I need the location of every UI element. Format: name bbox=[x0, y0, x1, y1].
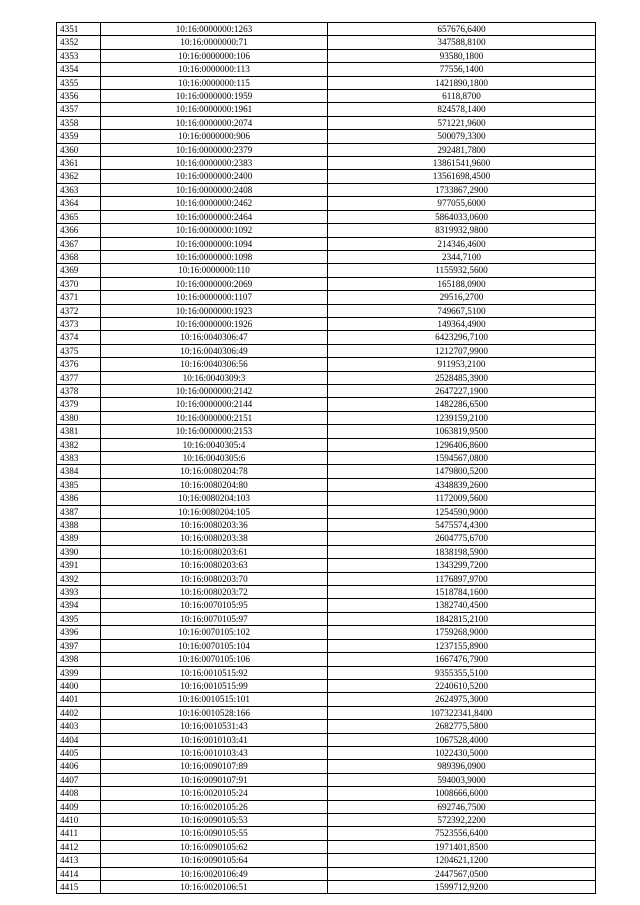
table-row bbox=[57, 76, 596, 89]
cadastral-number-cell: 10:16:0020106:49 bbox=[101, 867, 328, 880]
table-row bbox=[57, 881, 596, 894]
row-number-cell: 4406 bbox=[57, 760, 101, 773]
row-number-cell: 4353 bbox=[57, 49, 101, 62]
value-cell: 2344,7100 bbox=[328, 250, 596, 263]
table-row bbox=[57, 90, 596, 103]
table-row bbox=[57, 438, 596, 451]
table-row bbox=[57, 371, 596, 384]
value-cell: 165188,0900 bbox=[328, 277, 596, 290]
value-cell: 1479800,5200 bbox=[328, 465, 596, 478]
cadastral-number-cell: 10:16:0000000:2383 bbox=[101, 157, 328, 170]
table-row bbox=[57, 331, 596, 344]
table-row bbox=[57, 532, 596, 545]
value-cell: 1296406,8600 bbox=[328, 438, 596, 451]
value-cell: 1599712,9200 bbox=[328, 881, 596, 894]
value-cell: 1667476,7900 bbox=[328, 653, 596, 666]
value-cell: 1382740,4500 bbox=[328, 599, 596, 612]
row-number-cell: 4363 bbox=[57, 183, 101, 196]
value-cell: 292481,7800 bbox=[328, 143, 596, 156]
table-row bbox=[57, 425, 596, 438]
row-number-cell: 4412 bbox=[57, 840, 101, 853]
cadastral-number-cell: 10:16:0080203:72 bbox=[101, 586, 328, 599]
table-row bbox=[57, 586, 596, 599]
table-row bbox=[57, 559, 596, 572]
cadastral-number-cell: 10:16:0000000:1107 bbox=[101, 291, 328, 304]
table-row bbox=[57, 358, 596, 371]
cadastral-number-cell: 10:16:0080204:78 bbox=[101, 465, 328, 478]
table-row bbox=[57, 384, 596, 397]
row-number-cell: 4388 bbox=[57, 519, 101, 532]
row-number-cell: 4359 bbox=[57, 130, 101, 143]
table-row bbox=[57, 304, 596, 317]
value-cell: 594003,9000 bbox=[328, 773, 596, 786]
value-cell: 2682775,5800 bbox=[328, 720, 596, 733]
cadastral-number-cell: 10:16:0000000:2074 bbox=[101, 116, 328, 129]
row-number-cell: 4361 bbox=[57, 157, 101, 170]
value-cell: 1155932,5600 bbox=[328, 264, 596, 277]
cadastral-number-cell: 10:16:0040306:49 bbox=[101, 344, 328, 357]
row-number-cell: 4378 bbox=[57, 384, 101, 397]
table-row bbox=[57, 452, 596, 465]
cadastral-number-cell: 10:16:0000000:2464 bbox=[101, 210, 328, 223]
cadastral-number-cell: 10:16:0090105:62 bbox=[101, 840, 328, 853]
value-cell: 2624975,3000 bbox=[328, 693, 596, 706]
cadastral-number-cell: 10:16:0070105:95 bbox=[101, 599, 328, 612]
table-row bbox=[57, 854, 596, 867]
cadastral-number-cell: 10:16:0020106:51 bbox=[101, 881, 328, 894]
value-cell: 1594567,0800 bbox=[328, 452, 596, 465]
table-row bbox=[57, 679, 596, 692]
table-row bbox=[57, 291, 596, 304]
cadastral-number-cell: 10:16:0080203:38 bbox=[101, 532, 328, 545]
value-cell: 2528485,3900 bbox=[328, 371, 596, 384]
table-row bbox=[57, 666, 596, 679]
row-number-cell: 4393 bbox=[57, 586, 101, 599]
value-cell: 1518784,1600 bbox=[328, 586, 596, 599]
cadastral-number-cell: 10:16:0040305:6 bbox=[101, 452, 328, 465]
cadastral-number-cell: 10:16:0000000:2142 bbox=[101, 384, 328, 397]
cadastral-number-cell: 10:16:0010515:101 bbox=[101, 693, 328, 706]
cadastral-number-cell: 10:16:0000000:1098 bbox=[101, 250, 328, 263]
cadastral-number-cell: 10:16:0080203:36 bbox=[101, 519, 328, 532]
cadastral-number-cell: 10:16:0080204:103 bbox=[101, 492, 328, 505]
row-number-cell: 4365 bbox=[57, 210, 101, 223]
row-number-cell: 4383 bbox=[57, 452, 101, 465]
row-number-cell: 4384 bbox=[57, 465, 101, 478]
table-row bbox=[57, 800, 596, 813]
table-row bbox=[57, 63, 596, 76]
value-cell: 749667,5100 bbox=[328, 304, 596, 317]
table-row bbox=[57, 746, 596, 759]
row-number-cell: 4408 bbox=[57, 787, 101, 800]
table-row bbox=[57, 465, 596, 478]
value-cell: 29516,2700 bbox=[328, 291, 596, 304]
value-cell: 1838198,5900 bbox=[328, 545, 596, 558]
row-number-cell: 4380 bbox=[57, 411, 101, 424]
cadastral-number-cell: 10:16:0010103:41 bbox=[101, 733, 328, 746]
cadastral-number-cell: 10:16:0090105:55 bbox=[101, 827, 328, 840]
row-number-cell: 4382 bbox=[57, 438, 101, 451]
row-number-cell: 4357 bbox=[57, 103, 101, 116]
row-number-cell: 4404 bbox=[57, 733, 101, 746]
table-row bbox=[57, 867, 596, 880]
row-number-cell: 4410 bbox=[57, 813, 101, 826]
cadastral-number-cell: 10:16:0000000:1092 bbox=[101, 224, 328, 237]
row-number-cell: 4352 bbox=[57, 36, 101, 49]
table-row bbox=[57, 813, 596, 826]
cadastral-number-cell: 10:16:0000000:1926 bbox=[101, 317, 328, 330]
table-row bbox=[57, 626, 596, 639]
cadastral-number-cell: 10:16:0070105:97 bbox=[101, 612, 328, 625]
row-number-cell: 4360 bbox=[57, 143, 101, 156]
value-cell: 93580,1800 bbox=[328, 49, 596, 62]
value-cell: 9355355,5100 bbox=[328, 666, 596, 679]
row-number-cell: 4386 bbox=[57, 492, 101, 505]
table-row bbox=[57, 733, 596, 746]
row-number-cell: 4371 bbox=[57, 291, 101, 304]
value-cell: 6423296,7100 bbox=[328, 331, 596, 344]
value-cell: 107322341,8400 bbox=[328, 706, 596, 719]
cadastral-number-cell: 10:16:0000000:2400 bbox=[101, 170, 328, 183]
row-number-cell: 4407 bbox=[57, 773, 101, 786]
table-row bbox=[57, 545, 596, 558]
table-row bbox=[57, 197, 596, 210]
row-number-cell: 4394 bbox=[57, 599, 101, 612]
value-cell: 1343299,7200 bbox=[328, 559, 596, 572]
row-number-cell: 4367 bbox=[57, 237, 101, 250]
cadastral-number-cell: 10:16:0080204:105 bbox=[101, 505, 328, 518]
row-number-cell: 4401 bbox=[57, 693, 101, 706]
row-number-cell: 4415 bbox=[57, 881, 101, 894]
value-cell: 1759268,9000 bbox=[328, 626, 596, 639]
table-row bbox=[57, 492, 596, 505]
table-row bbox=[57, 277, 596, 290]
cadastral-number-cell: 10:16:0090107:91 bbox=[101, 773, 328, 786]
table-row bbox=[57, 840, 596, 853]
value-cell: 214346,4600 bbox=[328, 237, 596, 250]
value-cell: 2447567,0500 bbox=[328, 867, 596, 880]
value-cell: 1067528,4000 bbox=[328, 733, 596, 746]
table-row bbox=[57, 130, 596, 143]
table-row bbox=[57, 157, 596, 170]
table-row bbox=[57, 760, 596, 773]
row-number-cell: 4396 bbox=[57, 626, 101, 639]
value-cell: 571221,9600 bbox=[328, 116, 596, 129]
cadastral-number-cell: 10:16:0010528:166 bbox=[101, 706, 328, 719]
cadastral-number-cell: 10:16:0080203:61 bbox=[101, 545, 328, 558]
row-number-cell: 4381 bbox=[57, 425, 101, 438]
value-cell: 1971401,8500 bbox=[328, 840, 596, 853]
row-number-cell: 4354 bbox=[57, 63, 101, 76]
cadastral-number-cell: 10:16:0000000:1959 bbox=[101, 90, 328, 103]
value-cell: 1022430,5000 bbox=[328, 746, 596, 759]
table-row bbox=[57, 706, 596, 719]
cadastral-number-cell: 10:16:0020105:26 bbox=[101, 800, 328, 813]
value-cell: 911953,2100 bbox=[328, 358, 596, 371]
table-row bbox=[57, 572, 596, 585]
row-number-cell: 4355 bbox=[57, 76, 101, 89]
cadastral-number-cell: 10:16:0000000:1263 bbox=[101, 23, 328, 36]
row-number-cell: 4376 bbox=[57, 358, 101, 371]
table-row bbox=[57, 505, 596, 518]
row-number-cell: 4374 bbox=[57, 331, 101, 344]
value-cell: 1008666,6000 bbox=[328, 787, 596, 800]
table-row bbox=[57, 317, 596, 330]
cadastral-number-cell: 10:16:0000000:2408 bbox=[101, 183, 328, 196]
value-cell: 1254590,9000 bbox=[328, 505, 596, 518]
value-cell: 1172009,5600 bbox=[328, 492, 596, 505]
cadastral-number-cell: 10:16:0070105:104 bbox=[101, 639, 328, 652]
row-number-cell: 4391 bbox=[57, 559, 101, 572]
row-number-cell: 4362 bbox=[57, 170, 101, 183]
value-cell: 2647227,1900 bbox=[328, 384, 596, 397]
table-row bbox=[57, 103, 596, 116]
row-number-cell: 4414 bbox=[57, 867, 101, 880]
cadastral-number-cell: 10:16:0000000:71 bbox=[101, 36, 328, 49]
data-table bbox=[56, 22, 596, 894]
table-row bbox=[57, 612, 596, 625]
cadastral-number-cell: 10:16:0000000:906 bbox=[101, 130, 328, 143]
row-number-cell: 4375 bbox=[57, 344, 101, 357]
table-row bbox=[57, 478, 596, 491]
cadastral-number-cell: 10:16:0040305:4 bbox=[101, 438, 328, 451]
cadastral-number-cell: 10:16:0000000:113 bbox=[101, 63, 328, 76]
row-number-cell: 4358 bbox=[57, 116, 101, 129]
table-row bbox=[57, 827, 596, 840]
value-cell: 8319932,9800 bbox=[328, 224, 596, 237]
row-number-cell: 4400 bbox=[57, 679, 101, 692]
table-row bbox=[57, 773, 596, 786]
table-row bbox=[57, 36, 596, 49]
value-cell: 1212707,9900 bbox=[328, 344, 596, 357]
value-cell: 1239159,2100 bbox=[328, 411, 596, 424]
value-cell: 1421890,1800 bbox=[328, 76, 596, 89]
row-number-cell: 4409 bbox=[57, 800, 101, 813]
value-cell: 1482286,6500 bbox=[328, 398, 596, 411]
value-cell: 149364,4900 bbox=[328, 317, 596, 330]
value-cell: 347588,8100 bbox=[328, 36, 596, 49]
row-number-cell: 4351 bbox=[57, 23, 101, 36]
cadastral-number-cell: 10:16:0080204:80 bbox=[101, 478, 328, 491]
table-row bbox=[57, 116, 596, 129]
row-number-cell: 4387 bbox=[57, 505, 101, 518]
cadastral-number-cell: 10:16:0040306:56 bbox=[101, 358, 328, 371]
value-cell: 824578,1400 bbox=[328, 103, 596, 116]
row-number-cell: 4395 bbox=[57, 612, 101, 625]
value-cell: 500079,3300 bbox=[328, 130, 596, 143]
cadastral-number-cell: 10:16:0000000:2379 bbox=[101, 143, 328, 156]
value-cell: 1063819,9500 bbox=[328, 425, 596, 438]
value-cell: 657676,6400 bbox=[328, 23, 596, 36]
value-cell: 6118,8700 bbox=[328, 90, 596, 103]
table-body bbox=[57, 23, 596, 894]
table-row bbox=[57, 237, 596, 250]
table-row bbox=[57, 143, 596, 156]
table-row bbox=[57, 599, 596, 612]
row-number-cell: 4389 bbox=[57, 532, 101, 545]
cadastral-number-cell: 10:16:0000000:2151 bbox=[101, 411, 328, 424]
row-number-cell: 4411 bbox=[57, 827, 101, 840]
table-row bbox=[57, 787, 596, 800]
table-row bbox=[57, 344, 596, 357]
row-number-cell: 4377 bbox=[57, 371, 101, 384]
value-cell: 13861541,9600 bbox=[328, 157, 596, 170]
value-cell: 7523556,6400 bbox=[328, 827, 596, 840]
cadastral-number-cell: 10:16:0000000:106 bbox=[101, 49, 328, 62]
cadastral-number-cell: 10:16:0070105:106 bbox=[101, 653, 328, 666]
cadastral-number-cell: 10:16:0010103:43 bbox=[101, 746, 328, 759]
row-number-cell: 4370 bbox=[57, 277, 101, 290]
cadastral-number-cell: 10:16:0000000:2144 bbox=[101, 398, 328, 411]
value-cell: 1733867,2900 bbox=[328, 183, 596, 196]
value-cell: 977055,6000 bbox=[328, 197, 596, 210]
cadastral-number-cell: 10:16:0070105:102 bbox=[101, 626, 328, 639]
cadastral-number-cell: 10:16:0000000:1961 bbox=[101, 103, 328, 116]
table-row bbox=[57, 224, 596, 237]
value-cell: 5864033,0600 bbox=[328, 210, 596, 223]
cadastral-number-cell: 10:16:0000000:110 bbox=[101, 264, 328, 277]
row-number-cell: 4356 bbox=[57, 90, 101, 103]
cadastral-number-cell: 10:16:0040306:47 bbox=[101, 331, 328, 344]
row-number-cell: 4397 bbox=[57, 639, 101, 652]
table-row bbox=[57, 170, 596, 183]
row-number-cell: 4373 bbox=[57, 317, 101, 330]
value-cell: 77556,1400 bbox=[328, 63, 596, 76]
cadastral-number-cell: 10:16:0000000:115 bbox=[101, 76, 328, 89]
table-row bbox=[57, 639, 596, 652]
row-number-cell: 4403 bbox=[57, 720, 101, 733]
cadastral-number-cell: 10:16:0000000:1094 bbox=[101, 237, 328, 250]
row-number-cell: 4402 bbox=[57, 706, 101, 719]
table-row bbox=[57, 398, 596, 411]
value-cell: 2604775,6700 bbox=[328, 532, 596, 545]
value-cell: 1204621,1200 bbox=[328, 854, 596, 867]
cadastral-number-cell: 10:16:0010515:99 bbox=[101, 679, 328, 692]
table-row bbox=[57, 49, 596, 62]
value-cell: 13561698,4500 bbox=[328, 170, 596, 183]
row-number-cell: 4399 bbox=[57, 666, 101, 679]
cadastral-number-cell: 10:16:0000000:2069 bbox=[101, 277, 328, 290]
row-number-cell: 4392 bbox=[57, 572, 101, 585]
table-row bbox=[57, 183, 596, 196]
row-number-cell: 4379 bbox=[57, 398, 101, 411]
table-row bbox=[57, 720, 596, 733]
row-number-cell: 4366 bbox=[57, 224, 101, 237]
cadastral-number-cell: 10:16:0090105:53 bbox=[101, 813, 328, 826]
cadastral-number-cell: 10:16:0020105:24 bbox=[101, 787, 328, 800]
cadastral-number-cell: 10:16:0000000:2153 bbox=[101, 425, 328, 438]
table-row bbox=[57, 693, 596, 706]
cadastral-number-cell: 10:16:0010515:92 bbox=[101, 666, 328, 679]
table-row bbox=[57, 264, 596, 277]
cadastral-number-cell: 10:16:0000000:1923 bbox=[101, 304, 328, 317]
row-number-cell: 4372 bbox=[57, 304, 101, 317]
cadastral-number-cell: 10:16:0040309:3 bbox=[101, 371, 328, 384]
table-row bbox=[57, 411, 596, 424]
row-number-cell: 4413 bbox=[57, 854, 101, 867]
cadastral-number-cell: 10:16:0080203:63 bbox=[101, 559, 328, 572]
cadastral-number-cell: 10:16:0010531:43 bbox=[101, 720, 328, 733]
value-cell: 4348839,2600 bbox=[328, 478, 596, 491]
value-cell: 2240610,5200 bbox=[328, 679, 596, 692]
value-cell: 572392,2200 bbox=[328, 813, 596, 826]
row-number-cell: 4364 bbox=[57, 197, 101, 210]
value-cell: 989396,0900 bbox=[328, 760, 596, 773]
value-cell: 1237155,8900 bbox=[328, 639, 596, 652]
cadastral-number-cell: 10:16:0090105:64 bbox=[101, 854, 328, 867]
value-cell: 692746,7500 bbox=[328, 800, 596, 813]
table-row bbox=[57, 250, 596, 263]
row-number-cell: 4405 bbox=[57, 746, 101, 759]
value-cell: 5475574,4300 bbox=[328, 519, 596, 532]
table-row bbox=[57, 519, 596, 532]
value-cell: 1842815,2100 bbox=[328, 612, 596, 625]
table-row bbox=[57, 653, 596, 666]
row-number-cell: 4390 bbox=[57, 545, 101, 558]
row-number-cell: 4398 bbox=[57, 653, 101, 666]
table-row bbox=[57, 23, 596, 36]
cadastral-number-cell: 10:16:0000000:2462 bbox=[101, 197, 328, 210]
table-row bbox=[57, 210, 596, 223]
cadastral-number-cell: 10:16:0080203:70 bbox=[101, 572, 328, 585]
value-cell: 1176897,9700 bbox=[328, 572, 596, 585]
row-number-cell: 4385 bbox=[57, 478, 101, 491]
cadastral-number-cell: 10:16:0090107:89 bbox=[101, 760, 328, 773]
row-number-cell: 4369 bbox=[57, 264, 101, 277]
row-number-cell: 4368 bbox=[57, 250, 101, 263]
